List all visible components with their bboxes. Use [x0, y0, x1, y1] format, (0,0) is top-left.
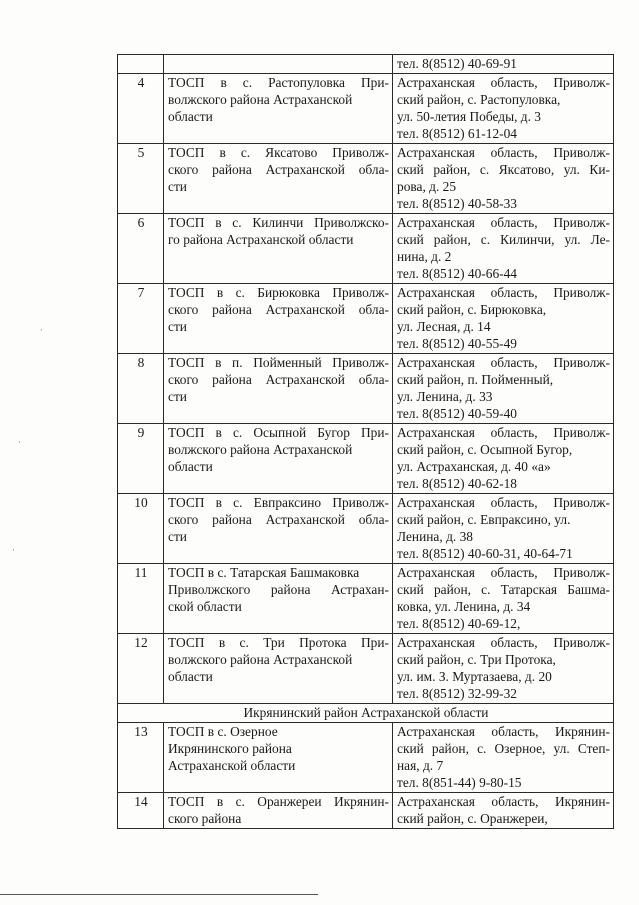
footer-rule [0, 894, 318, 895]
section-title: Икрянинский район Астраханской области [118, 704, 614, 723]
table-row [118, 723, 614, 793]
office-address-cell [393, 144, 614, 214]
table-row [118, 214, 614, 284]
text-line: ский район, п. Пойменный, [397, 372, 554, 387]
office-name-cell [164, 494, 393, 564]
office-address-cell [393, 564, 614, 634]
text-line: ТОСП в п. Пойменный Приволж- [168, 355, 389, 370]
text-line: ТОСП в с. Оранжереи Икрянин- [168, 794, 389, 809]
row-number: 14 [118, 793, 164, 829]
row-number: 4 [118, 74, 164, 144]
text-line: ТОСП в с. Три Протока При- [168, 635, 389, 650]
text-line: тел. 8(8512) 40-62-18 [397, 476, 518, 491]
text-line: Астраханская область, Приволж- [397, 495, 610, 510]
text-line: Астраханская область, Приволж- [397, 285, 610, 300]
text-line: ский район, с. Бирюковка, [397, 302, 547, 317]
row-number: 13 [118, 723, 164, 793]
text-line: сти [168, 179, 187, 194]
row-number: 8 [118, 354, 164, 424]
scan-speck: · [40, 326, 43, 336]
offices-table [117, 54, 614, 829]
text-line: волжского района Астраханской [168, 652, 353, 667]
office-name-cell [164, 564, 393, 634]
text-line: ТОСП в с. Татарская Башмаковка [168, 565, 360, 580]
table-row [118, 74, 614, 144]
row-number: 6 [118, 214, 164, 284]
office-address-cell [393, 74, 614, 144]
text-line: тел. 8(8512) 40-66-44 [397, 266, 518, 281]
text-line: Астраханская область, Приволж- [397, 425, 610, 440]
table-row [118, 634, 614, 704]
text-line: тел. 8(8512) 40-55-49 [397, 336, 518, 351]
text-line: нина, д. 2 [397, 249, 452, 264]
text-line: ТОСП в с. Осыпной Бугор При- [168, 425, 389, 440]
text-line: ная, д. 7 [397, 758, 444, 773]
row-number: 5 [118, 144, 164, 214]
office-name-cell [164, 354, 393, 424]
text-line: ТОСП в с. Евпраксино Приволж- [168, 495, 389, 510]
text-line: ский район, с. Оранжереи, [397, 811, 548, 826]
table-row [118, 564, 614, 634]
text-line: сти [168, 319, 187, 334]
scan-speck: · [18, 438, 21, 448]
text-line: Астраханская область, Приволж- [397, 635, 610, 650]
text-line: волжского района Астраханской [168, 442, 353, 457]
row-number: 9 [118, 424, 164, 494]
office-address-cell [393, 793, 614, 829]
table-row [118, 144, 614, 214]
text-line: ул. Лесная, д. 14 [397, 319, 491, 334]
office-name-cell [164, 55, 393, 74]
text-line: Астраханская область, Икрянин- [397, 724, 610, 739]
text-line: ул. Ленина, д. 33 [397, 389, 493, 404]
text-line: Астраханская область, Приволж- [397, 215, 610, 230]
row-number: 7 [118, 284, 164, 354]
office-name-cell [164, 74, 393, 144]
text-line: ского района Астраханской обла- [168, 372, 389, 387]
text-line: ский район, с. Яксатово, ул. Ки- [397, 162, 610, 177]
text-line: тел. 8(8512) 40-58-33 [397, 196, 518, 211]
text-line: ской области [168, 599, 242, 614]
table-row [118, 793, 614, 829]
office-address-cell [393, 494, 614, 564]
table-row [118, 494, 614, 564]
text-line: Астраханская область, Приволж- [397, 75, 610, 90]
row-number: 10 [118, 494, 164, 564]
row-number [118, 55, 164, 74]
office-name-cell [164, 284, 393, 354]
text-line: тел. 8(8512) 32-99-32 [397, 686, 518, 701]
table-row [118, 424, 614, 494]
text-line: ского района Астраханской обла- [168, 512, 389, 527]
text-line: ского района Астраханской обла- [168, 162, 389, 177]
text-line: ского района [168, 811, 242, 826]
office-address-cell [393, 214, 614, 284]
office-address-cell [393, 723, 614, 793]
text-line: ТОСП в с. Растопуловка При- [168, 75, 389, 90]
office-address-cell [393, 424, 614, 494]
scan-speck: · [12, 546, 15, 556]
text-line: Астраханская область, Приволж- [397, 145, 610, 160]
text-line: ул. Астраханская, д. 40 «а» [397, 459, 551, 474]
text-line: тел. 8(8512) 40-59-40 [397, 406, 518, 421]
text-line: тел. 8(8512) 40-60-31, 40-64-71 [397, 546, 573, 561]
row-number: 12 [118, 634, 164, 704]
text-line: ский район, с. Озерное, ул. Степ- [397, 741, 610, 756]
text-line: Приволжского района Астрахан- [168, 582, 389, 597]
text-line: волжского района Астраханской [168, 92, 353, 107]
text-line: области [168, 459, 213, 474]
text-line: Астраханская область, Приволж- [397, 355, 610, 370]
text-line: ский район, с. Евпраксино, ул. [397, 512, 571, 527]
text-line: ТОСП в с. Бирюковка Приволж- [168, 285, 389, 300]
text-line: ский район, с. Килинчи, ул. Ле- [397, 232, 610, 247]
text-line: Астраханская область, Икрянин- [397, 794, 610, 809]
row-number: 11 [118, 564, 164, 634]
office-address-cell [393, 284, 614, 354]
text-line: ул. им. З. Муртазаева, д. 20 [397, 669, 552, 684]
office-name-cell [164, 144, 393, 214]
table-row [118, 55, 614, 74]
text-line: го района Астраханской области [168, 232, 354, 247]
text-line: тел. 8(8512) 40-69-12, [397, 616, 521, 631]
section-row [118, 704, 614, 723]
table-row [118, 354, 614, 424]
text-line: тел. 8(8512) 61-12-04 [397, 126, 518, 141]
office-name-cell [164, 723, 393, 793]
text-line: сти [168, 529, 187, 544]
office-name-cell [164, 424, 393, 494]
text-line: области [168, 669, 213, 684]
text-line: ский район, с. Татарская Башма- [397, 582, 610, 597]
office-name-cell [164, 214, 393, 284]
text-line: Астраханская область, Приволж- [397, 565, 610, 580]
office-address-cell [393, 354, 614, 424]
offices-table-body [118, 55, 614, 829]
text-line: тел. 8(851-44) 9-80-15 [397, 775, 522, 790]
table-row [118, 284, 614, 354]
text-line: рова, д. 25 [397, 179, 457, 194]
text-line: Икрянинского района [168, 741, 292, 756]
text-line: ский район, с. Три Протока, [397, 652, 556, 667]
text-line: ский район, с. Растопуловка, [397, 92, 561, 107]
text-line: Астраханской области [168, 758, 296, 773]
office-address-cell [393, 55, 614, 74]
text-line: тел. 8(8512) 40-69-91 [397, 56, 518, 71]
text-line: сти [168, 389, 187, 404]
office-name-cell [164, 793, 393, 829]
text-line: ул. 50-летия Победы, д. 3 [397, 109, 541, 124]
text-line: ский район, с. Осыпной Бугор, [397, 442, 573, 457]
text-line: ковка, ул. Ленина, д. 34 [397, 599, 531, 614]
text-line: ТОСП в с. Яксатово Приволж- [168, 145, 389, 160]
office-address-cell [393, 634, 614, 704]
text-line: ТОСП в с. Килинчи Приволжско- [168, 215, 389, 230]
text-line: ского района Астраханской обла- [168, 302, 389, 317]
text-line: области [168, 109, 213, 124]
text-line: Ленина, д. 38 [397, 529, 473, 544]
text-line: ТОСП в с. Озерное [168, 724, 278, 739]
office-name-cell [164, 634, 393, 704]
